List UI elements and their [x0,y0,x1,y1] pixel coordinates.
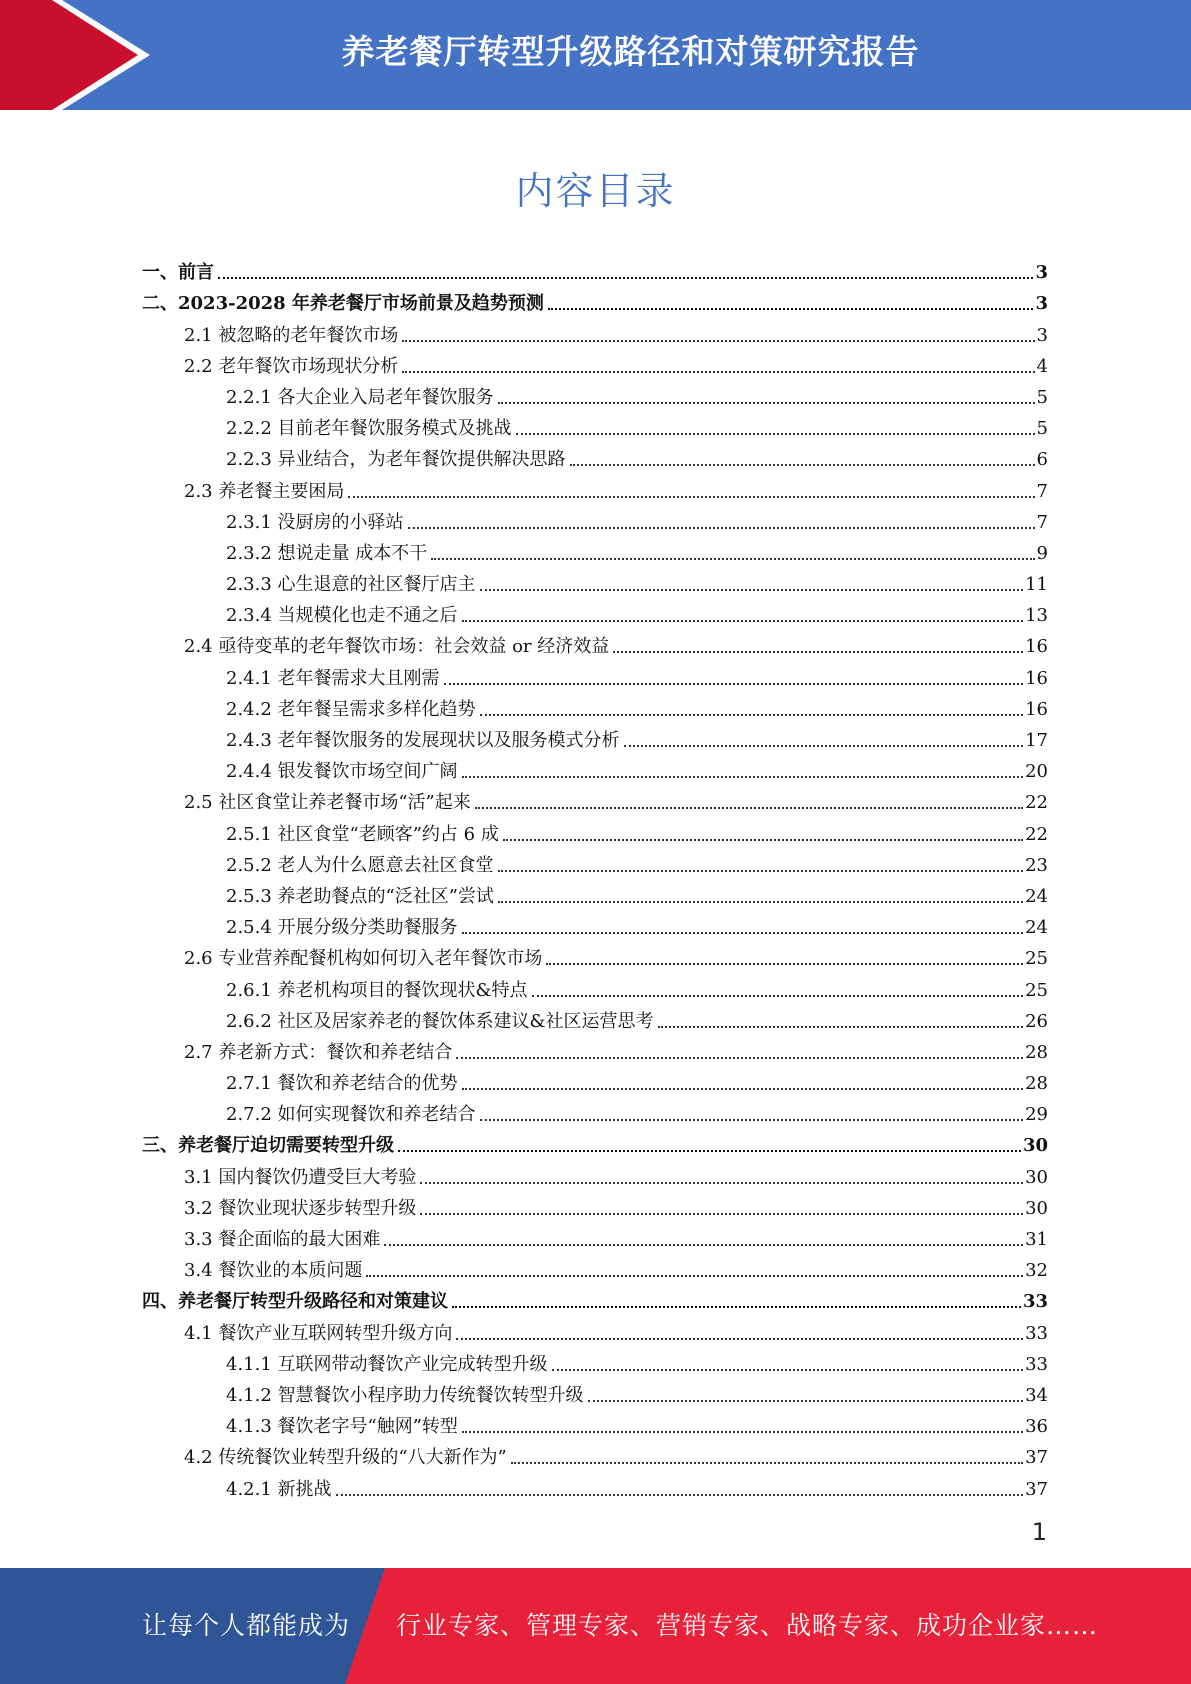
toc-entry[interactable] [142,253,1048,284]
toc-entry-page: 3 [1035,293,1048,315]
toc-entry-title: 2.5.3 养老助餐点的“泛社区”尝试 [226,885,494,907]
toc-dot-leader [548,308,1034,310]
toc-entry-page: 13 [1025,605,1048,627]
toc-entry-title: 2.7 养老新方式：餐饮和养老结合 [184,1041,453,1063]
toc-dot-leader [498,870,1024,872]
toc-entry-title: 3.3 餐企面临的最大困难 [184,1229,381,1250]
toc-entry-title: 2.6.1 养老机构项目的餐饮现状&特点 [226,979,528,1001]
toc-entry[interactable] [142,596,1048,627]
toc-entry-page: 16 [1025,667,1048,689]
toc-entry-title: 2.4.1 老年餐需求大且刚需 [226,667,440,689]
toc-entry[interactable] [142,1251,1048,1282]
toc-entry-page: 37 [1025,1447,1048,1469]
toc-entry-page: 16 [1025,698,1048,720]
toc-dot-leader [511,1462,1023,1464]
toc-entry-page: 28 [1025,1073,1048,1095]
toc-heading: 内容目录 [515,169,676,213]
toc-dot-leader [462,1088,1024,1090]
toc-entry-title: 2.6 专业营养配餐机构如何切入老年餐饮市场 [184,948,543,970]
toc-dot-leader [462,776,1024,778]
toc-entry[interactable] [142,783,1048,814]
toc-dot-leader [402,371,1034,373]
toc-dot-leader [658,1026,1024,1028]
toc-entry-page: 16 [1025,636,1048,658]
toc-entry-page: 37 [1025,1478,1048,1500]
toc-entry-title: 一、前言 [142,262,214,284]
toc-entry[interactable] [142,1469,1048,1500]
toc-dot-leader [218,277,1033,279]
toc-entry-page: 7 [1036,480,1048,502]
toc-entry-page: 25 [1025,979,1048,1001]
toc-entry-page: 24 [1025,885,1048,907]
toc-entry-page: 3 [1035,262,1048,284]
toc-dot-leader [420,1182,1023,1184]
toc-dot-leader [624,745,1024,747]
toc-dot-leader [348,496,1034,498]
toc-dot-leader [498,402,1035,404]
toc-entry-title: 四、养老餐厅转型升级路径和对策建议 [142,1291,448,1313]
toc-dot-leader [475,807,1023,809]
toc-entry-title: 4.2.1 新挑战 [226,1478,332,1500]
toc-entry-title: 2.2.2 目前老年餐饮服务模式及挑战 [226,418,512,440]
toc-entry-title: 2.7.2 如何实现餐饮和养老结合 [226,1104,476,1126]
toc-entry-page: 4 [1036,355,1048,377]
toc-entry-page: 3 [1036,324,1048,346]
toc-entry[interactable] [142,1220,1048,1251]
toc-entry[interactable] [142,1282,1048,1313]
toc-entry-title: 3.1 国内餐饮仍遭受巨大考验 [184,1166,417,1188]
toc-entry[interactable] [142,814,1048,845]
toc-entry-title: 2.4 亟待变革的老年餐饮市场：社会效益 or 经济效益 [184,636,610,658]
toc-entry-title: 2.5.4 开展分级分类助餐服务 [226,917,458,939]
toc-entry-page: 20 [1025,761,1048,783]
toc-entry-page: 29 [1025,1104,1048,1126]
toc-entry-title: 3.4 餐饮业的本质问题 [184,1260,363,1282]
toc-dot-leader [431,558,1034,560]
toc-entry[interactable] [142,315,1048,346]
toc-entry-page: 22 [1025,823,1048,845]
report-footer [0,1568,1191,1684]
toc-dot-leader [408,527,1035,529]
toc-entry-page: 33 [1025,1322,1048,1344]
toc-entry-title: 2.3.1 没厨房的小驿站 [226,511,404,533]
toc-entry-title: 4.2 传统餐饮业转型升级的“八大新作为” [184,1447,507,1469]
toc-entry[interactable] [142,690,1048,721]
toc-entry[interactable] [142,471,1048,502]
toc-entry-title: 2.6.2 社区及居家养老的餐饮体系建议&社区运营思考 [226,1010,654,1032]
toc-entry-page: 17 [1025,730,1048,751]
toc-entry-title: 2.4.4 银发餐饮市场空间广阔 [226,761,458,783]
toc-entry[interactable] [142,1313,1048,1344]
toc-dot-leader [532,995,1024,997]
table-of-contents [142,253,1048,1501]
toc-entry[interactable] [142,440,1048,471]
toc-entry-page: 30 [1025,1166,1048,1188]
toc-entry-page: 34 [1025,1384,1048,1406]
toc-entry[interactable] [142,908,1048,939]
toc-dot-leader [444,683,1024,685]
toc-entry[interactable] [142,409,1048,440]
toc-entry[interactable] [142,877,1048,908]
toc-dot-leader [402,340,1034,342]
toc-entry[interactable] [142,752,1048,783]
toc-dot-leader [366,1275,1023,1277]
toc-entry-page: 25 [1025,948,1048,970]
toc-entry-title: 2.3.2 想说走量 成本不干 [226,542,428,564]
toc-entry[interactable] [142,1407,1048,1438]
toc-entry-page: 9 [1036,542,1048,564]
toc-entry-title: 2.3 养老餐主要困局 [184,480,345,502]
toc-entry[interactable] [142,846,1048,877]
toc-entry-title: 2.5.1 社区食堂“老顾客”约占 6 成 [226,823,499,845]
toc-entry-page: 26 [1025,1010,1048,1032]
toc-entry[interactable] [142,347,1048,378]
toc-entry[interactable] [142,1345,1048,1376]
toc-entry-title: 4.1.1 互联网带动餐饮产业完成转型升级 [226,1353,548,1375]
toc-entry-title: 4.1 餐饮产业互联网转型升级方向 [184,1322,453,1344]
toc-dot-leader [480,1119,1024,1121]
toc-entry[interactable] [142,721,1048,752]
toc-entry-page: 5 [1036,386,1048,408]
toc-entry-title: 三、养老餐厅迫切需要转型升级 [142,1135,394,1157]
toc-dot-leader [456,1057,1023,1059]
toc-entry[interactable] [142,284,1048,315]
toc-entry-title: 二、2023-2028 年养老餐厅市场前景及趋势预测 [142,293,544,315]
toc-entry-page: 6 [1036,449,1048,471]
toc-entry-page: 30 [1022,1135,1048,1157]
footer-slogan-left: 让每个人都能成为 [142,1611,351,1640]
toc-entry-title: 2.1 被忽略的老年餐饮市场 [184,324,399,346]
toc-dot-leader [462,1431,1023,1433]
toc-dot-leader [570,464,1035,466]
toc-entry[interactable] [142,1157,1048,1188]
toc-dot-leader [516,433,1035,435]
toc-dot-leader [552,1369,1024,1371]
footer-slogan-right: 行业专家、管理专家、营销专家、战略专家、成功企业家…… [396,1611,1099,1640]
toc-entry[interactable] [142,565,1048,596]
toc-entry[interactable] [142,1376,1048,1407]
toc-entry-page: 33 [1025,1353,1048,1375]
toc-dot-leader [480,589,1024,591]
toc-entry-title: 2.4.3 老年餐饮服务的发展现状以及服务模式分析 [226,730,620,751]
toc-dot-leader [503,839,1023,841]
report-title: 养老餐厅转型升级路径和对策研究报告 [341,32,920,71]
toc-entry[interactable] [142,627,1048,658]
toc-entry[interactable] [142,1189,1048,1220]
toc-dot-leader [336,1494,1024,1496]
toc-dot-leader [452,1306,1021,1308]
toc-entry[interactable] [142,1002,1048,1033]
toc-entry[interactable] [142,1064,1048,1095]
toc-entry-page: 23 [1025,854,1048,876]
toc-entry-page: 32 [1025,1260,1048,1282]
toc-dot-leader [456,1338,1023,1340]
toc-entry[interactable] [142,1033,1048,1064]
toc-entry[interactable] [142,534,1048,565]
toc-entry[interactable] [142,939,1048,970]
toc-entry[interactable] [142,1438,1048,1469]
toc-dot-leader [546,963,1023,965]
toc-dot-leader [398,1150,1021,1152]
toc-entry-title: 2.5 社区食堂让养老餐市场“活”起来 [184,792,471,814]
toc-dot-leader [480,714,1024,716]
toc-dot-leader [384,1244,1023,1246]
toc-entry-title: 2.2.3 异业结合，为老年餐饮提供解决思路 [226,449,566,471]
toc-entry[interactable] [142,378,1048,409]
toc-entry-page: 24 [1025,917,1048,939]
toc-entry-page: 31 [1025,1229,1048,1250]
toc-entry-page: 30 [1025,1197,1048,1219]
toc-dot-leader [498,901,1023,903]
toc-entry-page: 33 [1022,1291,1048,1313]
toc-entry[interactable] [142,970,1048,1001]
toc-entry-title: 2.3.4 当规模化也走不通之后 [226,605,458,627]
toc-dot-leader [420,1213,1023,1215]
toc-entry-page: 22 [1025,792,1048,814]
report-header [0,0,1191,110]
toc-entry-title: 3.2 餐饮业现状逐步转型升级 [184,1197,417,1219]
toc-dot-leader [462,932,1024,934]
toc-entry-page: 7 [1036,511,1048,533]
toc-dot-leader [588,1400,1024,1402]
toc-entry-title: 2.5.2 老人为什么愿意去社区食堂 [226,854,494,876]
toc-entry-page: 11 [1025,574,1048,596]
toc-entry[interactable] [142,1095,1048,1126]
toc-entry-title: 4.1.2 智慧餐饮小程序助力传统餐饮转型升级 [226,1384,584,1406]
toc-entry-page: 36 [1025,1416,1048,1438]
page-number: 1 [1031,1518,1047,1546]
toc-entry-title: 2.3.3 心生退意的社区餐厅店主 [226,574,476,596]
toc-entry-title: 2.7.1 餐饮和养老结合的优势 [226,1073,458,1095]
toc-entry-title: 2.4.2 老年餐呈需求多样化趋势 [226,698,476,720]
toc-entry[interactable] [142,1126,1048,1157]
toc-entry[interactable] [142,503,1048,534]
toc-dot-leader [613,651,1023,653]
toc-entry[interactable] [142,658,1048,689]
toc-dot-leader [462,620,1024,622]
toc-entry-page: 28 [1025,1041,1048,1063]
toc-entry-page: 5 [1036,418,1048,440]
toc-entry-title: 4.1.3 餐饮老字号“触网”转型 [226,1416,458,1438]
toc-entry-title: 2.2 老年餐饮市场现状分析 [184,355,399,377]
toc-entry-title: 2.2.1 各大企业入局老年餐饮服务 [226,386,494,408]
